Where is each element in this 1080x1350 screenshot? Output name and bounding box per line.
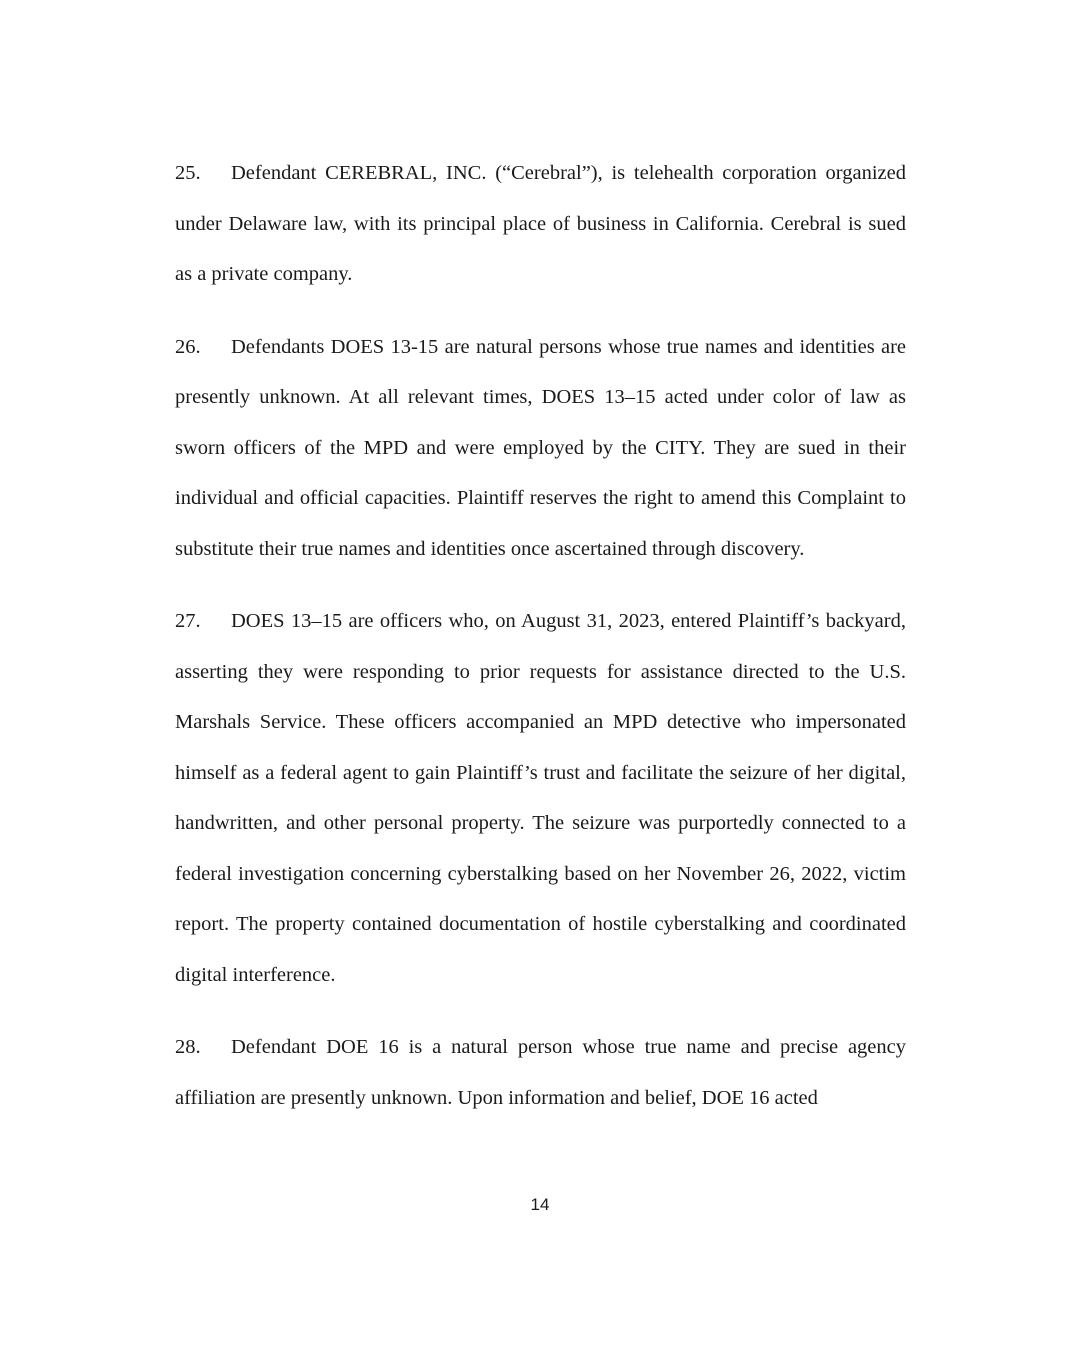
paragraph-text: DOES 13–15 are officers who, on August 31, 2023, entered Plaintiff’s backyard, asserting they were responding to prior requests for assistance directed to the U.S. Marshals Service. These officers accompanied an MPD detective who impersonated himself as a federal agent to gain Plaintiff’s trust and facilitate the seizure of her digital, handwritten, and other personal property. The seizure was purportedly connected to a federal investigation concerning cyberstalking based on her November 26, 2022, victim report. The property contained documentation of hostile cyberstalking and coordinated digital interference. — [175, 610, 906, 986]
paragraph-number: 28. — [175, 1036, 201, 1058]
paragraph-25 — [175, 148, 906, 300]
paragraph-text: Defendants DOES 13-15 are natural persons whose true names and identities are presently unknown. At all relevant times, DOES 13–15 acted under color of law as sworn officers of the MPD and were employed by the CITY. They are sued in their individual and official capacities. Plaintiff reserves the right to amend this Complaint to substitute their true names and identities once ascertained through discovery. — [175, 335, 906, 560]
paragraph-27 — [175, 596, 906, 1000]
page-number: 14 — [530, 1195, 550, 1214]
paragraph-number: 26. — [175, 335, 201, 358]
paragraph-number: 25. — [175, 162, 201, 184]
paragraph-28 — [175, 1022, 906, 1123]
paragraph-number: 27. — [175, 610, 201, 632]
paragraph-26 — [175, 322, 906, 575]
paragraph-text: Defendant DOE 16 is a natural person whose true name and precise agency affiliation are presently unknown. Upon information and belief, DOE 16 acted — [175, 1036, 906, 1109]
paragraph-text: Defendant CEREBRAL, INC. (“Cerebral”), is telehealth corporation organized under Delaware law, with its principal place of business in California. Cerebral is sued as a private company. — [175, 162, 906, 285]
document-body — [175, 148, 906, 1145]
